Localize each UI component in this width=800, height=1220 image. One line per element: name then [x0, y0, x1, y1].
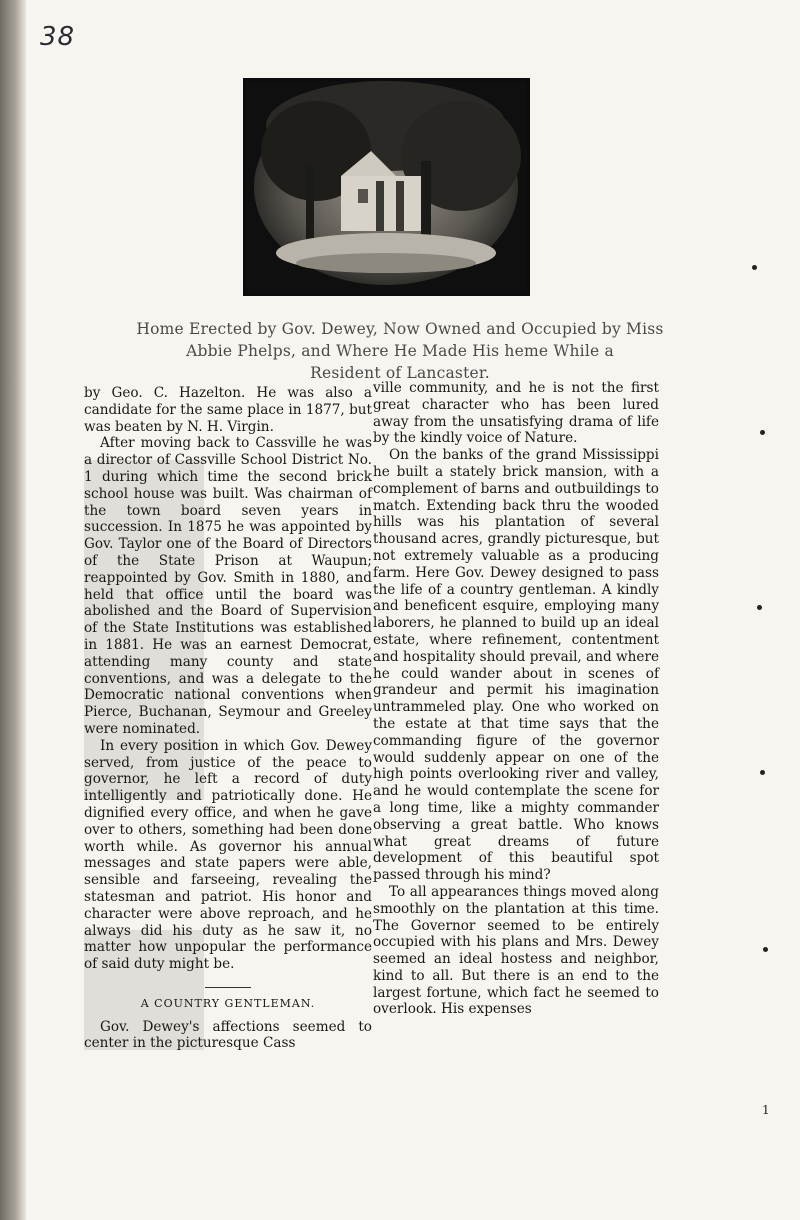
left-paragraph-1: by Geo. C. Hazelton. He was also a candidate for the same place in 1877, but was beaten by N. H. Virgin. [84, 385, 372, 435]
margin-dot [757, 605, 762, 610]
caption-line-3: Resident of Lancaster. [310, 364, 490, 382]
caption-line-1: Home Erected by Gov. Dewey, Now Owned and Occupied by Miss [136, 320, 664, 338]
caption-line-2: Abbie Phelps, and Where He Made His heme While a [186, 342, 614, 360]
scan-page-edge [0, 0, 26, 1220]
left-paragraph-2: After moving back to Cassville he was a director of Cassville School District No. 1 during which time the second brick school house was built. Was chairman of the town board seven years in succession. In 1875 he was appointed by Gov. Taylor one of the Board of Directors of the State Prison at Waupun; reappointed by Gov. Smith in 1880, and held that office until the board was abolished and the Board of Supervision of the State Institutions was established in 1881. He was an earnest Democrat, attending many county and state conventions, and was a delegate to the Democratic national conventions when Pierce, Buchanan, Seymour and Greeley were nominated. [84, 435, 372, 737]
photo-house-among-trees-icon [246, 81, 527, 293]
page-number: 38 [40, 22, 76, 52]
left-column [84, 385, 372, 1052]
section-divider [205, 987, 251, 988]
margin-dot [760, 770, 765, 775]
right-paragraph-3: To all appearances things moved along smoothly on the plantation at this time. The Governor seemed to be entirely occupied with his plans and Mrs. Dewey seemed an ideal hostess and neighbor, kind to all. But there is an end to the largest fortune, which fact he seemed to overlook. His expenses [373, 883, 659, 1018]
house-photo [243, 78, 530, 296]
margin-mark: 1 [762, 1103, 770, 1117]
section-heading: A COUNTRY GENTLEMAN. [140, 996, 316, 1010]
right-paragraph-1: ville community, and he is not the first great character who has been lured away from the unsatisfying drama of life by the kindly voice of Nature. [373, 380, 659, 447]
margin-dot [763, 947, 768, 952]
right-column [373, 380, 659, 1018]
left-paragraph-4: Gov. Dewey's affections seemed to center in the picturesque Cass [84, 1018, 372, 1052]
photo-caption [60, 318, 740, 384]
right-paragraph-2: On the banks of the grand Mississippi he built a stately brick mansion, with a complement of barns and outbuildings to match. Extending back thru the wooded hills was his plantation of several thousand acres, grandly picturesque, but not extremely valuable as a producing farm. Here Gov. Dewey designed to pass the life of a country gentleman. A kindly and beneficent esquire, employing many laborers, he planned to build up an ideal estate, where refinement, contentment and hospitality should prevail, and where he could wander about in scenes of grandeur and permit his imagination untrammeled play. One who worked on the estate at that time says that the commanding figure of the governor would suddenly appear on one of the high points overlooking river and valley, and he would contemplate the scene for a long time, like a mighty commander observing a great battle. Who knows what great dreams of future development of this beautiful spot passed through his mind? [373, 447, 659, 884]
margin-dot [760, 430, 765, 435]
left-paragraph-3: In every position in which Gov. Dewey served, from justice of the peace to governor, he left a record of duty intelligently and patriotically done. He dignified every office, and when he gave over to others, something had been done worth while. As governor his annual messages and state papers were able, sensible and farseeing, revealing the statesman and patriot. His honor and character were above reproach, and he always did his duty as he saw it, no matter how unpopular the performance of said duty might be. [84, 737, 372, 973]
margin-dot [752, 265, 757, 270]
